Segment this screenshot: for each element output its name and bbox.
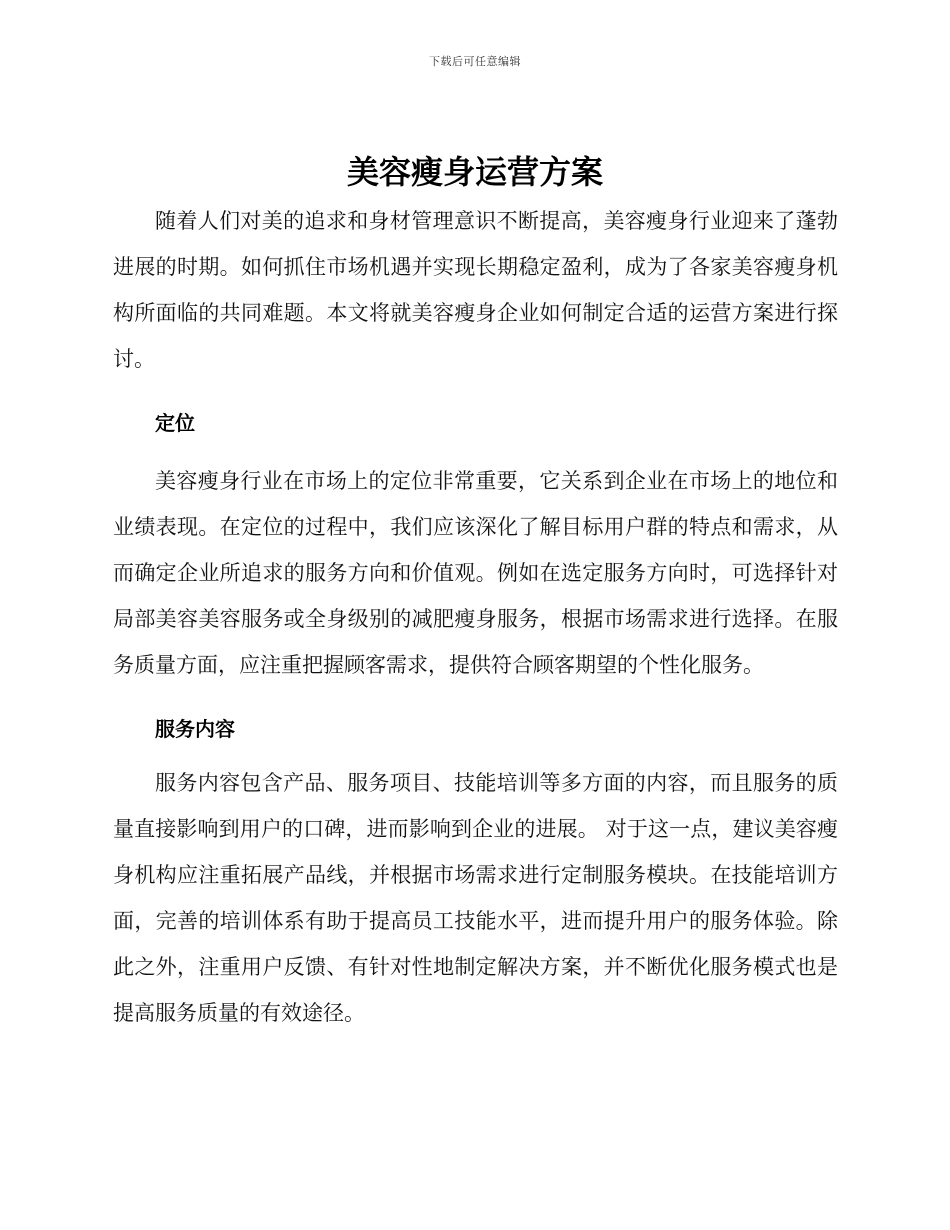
document-body [113,198,838,1036]
header-note: 下载后可任意编辑 [429,55,521,68]
section-body-service-content: 服务内容包含产品、服务项目、技能培训等多方面的内容，而且服务的质量直接影响到用户的口碑，进而影响到企业的进展。 对于这一点，建议美容瘦身机构应注重拓展产品线，并根据市场需求进行定制服务模块。在技能培训方面，完善的培训体系有助于提高员工技能水平，进而提升用户的服务体验。除此之外，注重用户反馈、有针对性地制定解决方案，并不断优化服务模式也是提高服务质量的有效途径。 [113,771,838,1025]
section-body-positioning: 美容瘦身行业在市场上的定位非常重要，它关系到企业在市场上的地位和业绩表现。在定位的过程中，我们应该深化了解目标用户群的特点和需求，从而确定企业所追求的服务方向和价值观。例如在选定服务方向时，可选择针对局部美容美容服务或全身级别的减肥瘦身服务，根据市场需求进行选择。在服务质量方面，应注重把握顾客需求，提供符合顾客期望的个性化服务。 [113,469,838,677]
document-title: 美容瘦身运营方案 [346,153,603,191]
intro-paragraph: 随着人们对美的追求和身材管理意识不断提高，美容瘦身行业迎来了蓬勃进展的时期。如何抓住市场机遇并实现长期稳定盈利，成为了各家美容瘦身机构所面临的共同难题。本文将就美容瘦身企业如何制定合适的运营方案进行探讨。 [113,209,838,371]
section-heading-positioning: 定位 [155,411,195,435]
section-heading-service-content: 服务内容 [155,717,235,741]
